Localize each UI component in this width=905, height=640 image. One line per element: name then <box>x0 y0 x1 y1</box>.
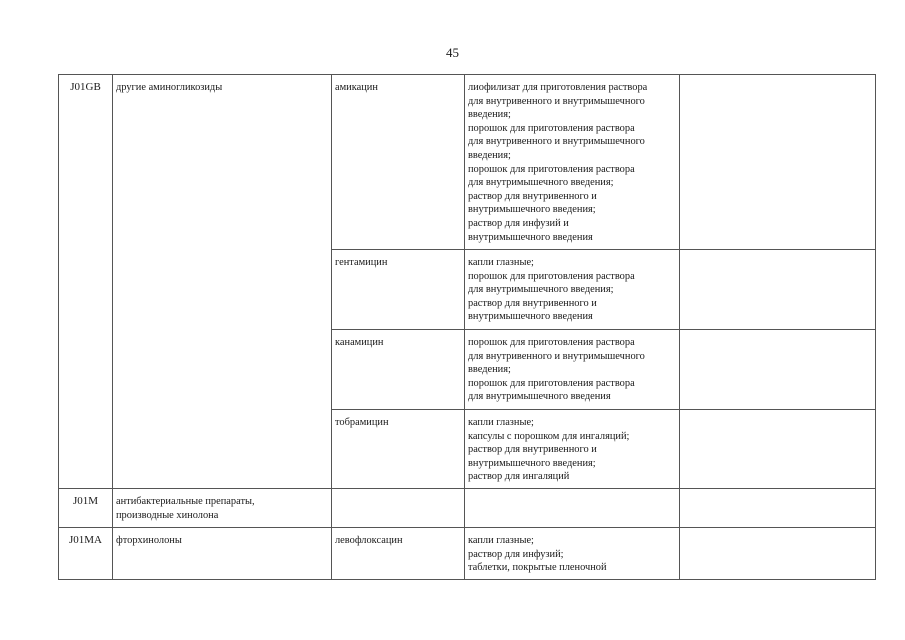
atc-code-cell: J01GB <box>59 75 113 489</box>
empty-cell <box>680 410 876 489</box>
dosage-forms-cell: капли глазные; порошок для приготовления раствора для внутримышечного введения; раствор для внутривенного и внутримышечного введения <box>465 250 680 330</box>
dosage-forms-cell: порошок для приготовления раствора для внутривенного и внутримышечного введения; порошок для приготовления раствора для внутримышечного введения <box>465 330 680 410</box>
empty-cell <box>680 75 876 250</box>
group-name-cell: другие аминогликозиды <box>113 75 332 489</box>
empty-cell <box>680 330 876 410</box>
dosage-forms-cell: капли глазные; раствор для инфузий; таблетки, покрытые пленочной <box>465 528 680 580</box>
empty-cell <box>680 250 876 330</box>
drug-classification-table <box>58 74 876 580</box>
dosage-forms-cell: капли глазные; капсулы с порошком для ингаляций; раствор для внутривенного и внутримышечного введения; раствор для ингаляций <box>465 410 680 489</box>
drug-name-cell: гентамицин <box>332 250 465 330</box>
group-name-cell: антибактериальные препараты, производные хинолона <box>113 489 332 528</box>
dosage-forms-cell: лиофилизат для приготовления раствора для внутривенного и внутримышечного введения; порошок для приготовления раствора для внутривенного и внутримышечного введения; порошок для приготовления раствора для внутримышечного введения; раствор для внутривенного и внутримышечного введения; раствор для инфузий и внутримышечного введения <box>465 75 680 250</box>
drug-name-cell: канамицин <box>332 330 465 410</box>
table-row <box>59 528 876 580</box>
group-name-cell: фторхинолоны <box>113 528 332 580</box>
table-row <box>59 75 876 250</box>
empty-cell <box>680 528 876 580</box>
empty-cell <box>332 489 465 528</box>
table-row <box>59 489 876 528</box>
page-number: 45 <box>446 45 459 60</box>
drug-name-cell: левофлоксацин <box>332 528 465 580</box>
drug-name-cell: тобрамицин <box>332 410 465 489</box>
atc-code-cell: J01M <box>59 489 113 528</box>
empty-cell <box>680 489 876 528</box>
empty-cell <box>465 489 680 528</box>
drug-name-cell: амикацин <box>332 75 465 250</box>
atc-code-cell: J01MA <box>59 528 113 580</box>
